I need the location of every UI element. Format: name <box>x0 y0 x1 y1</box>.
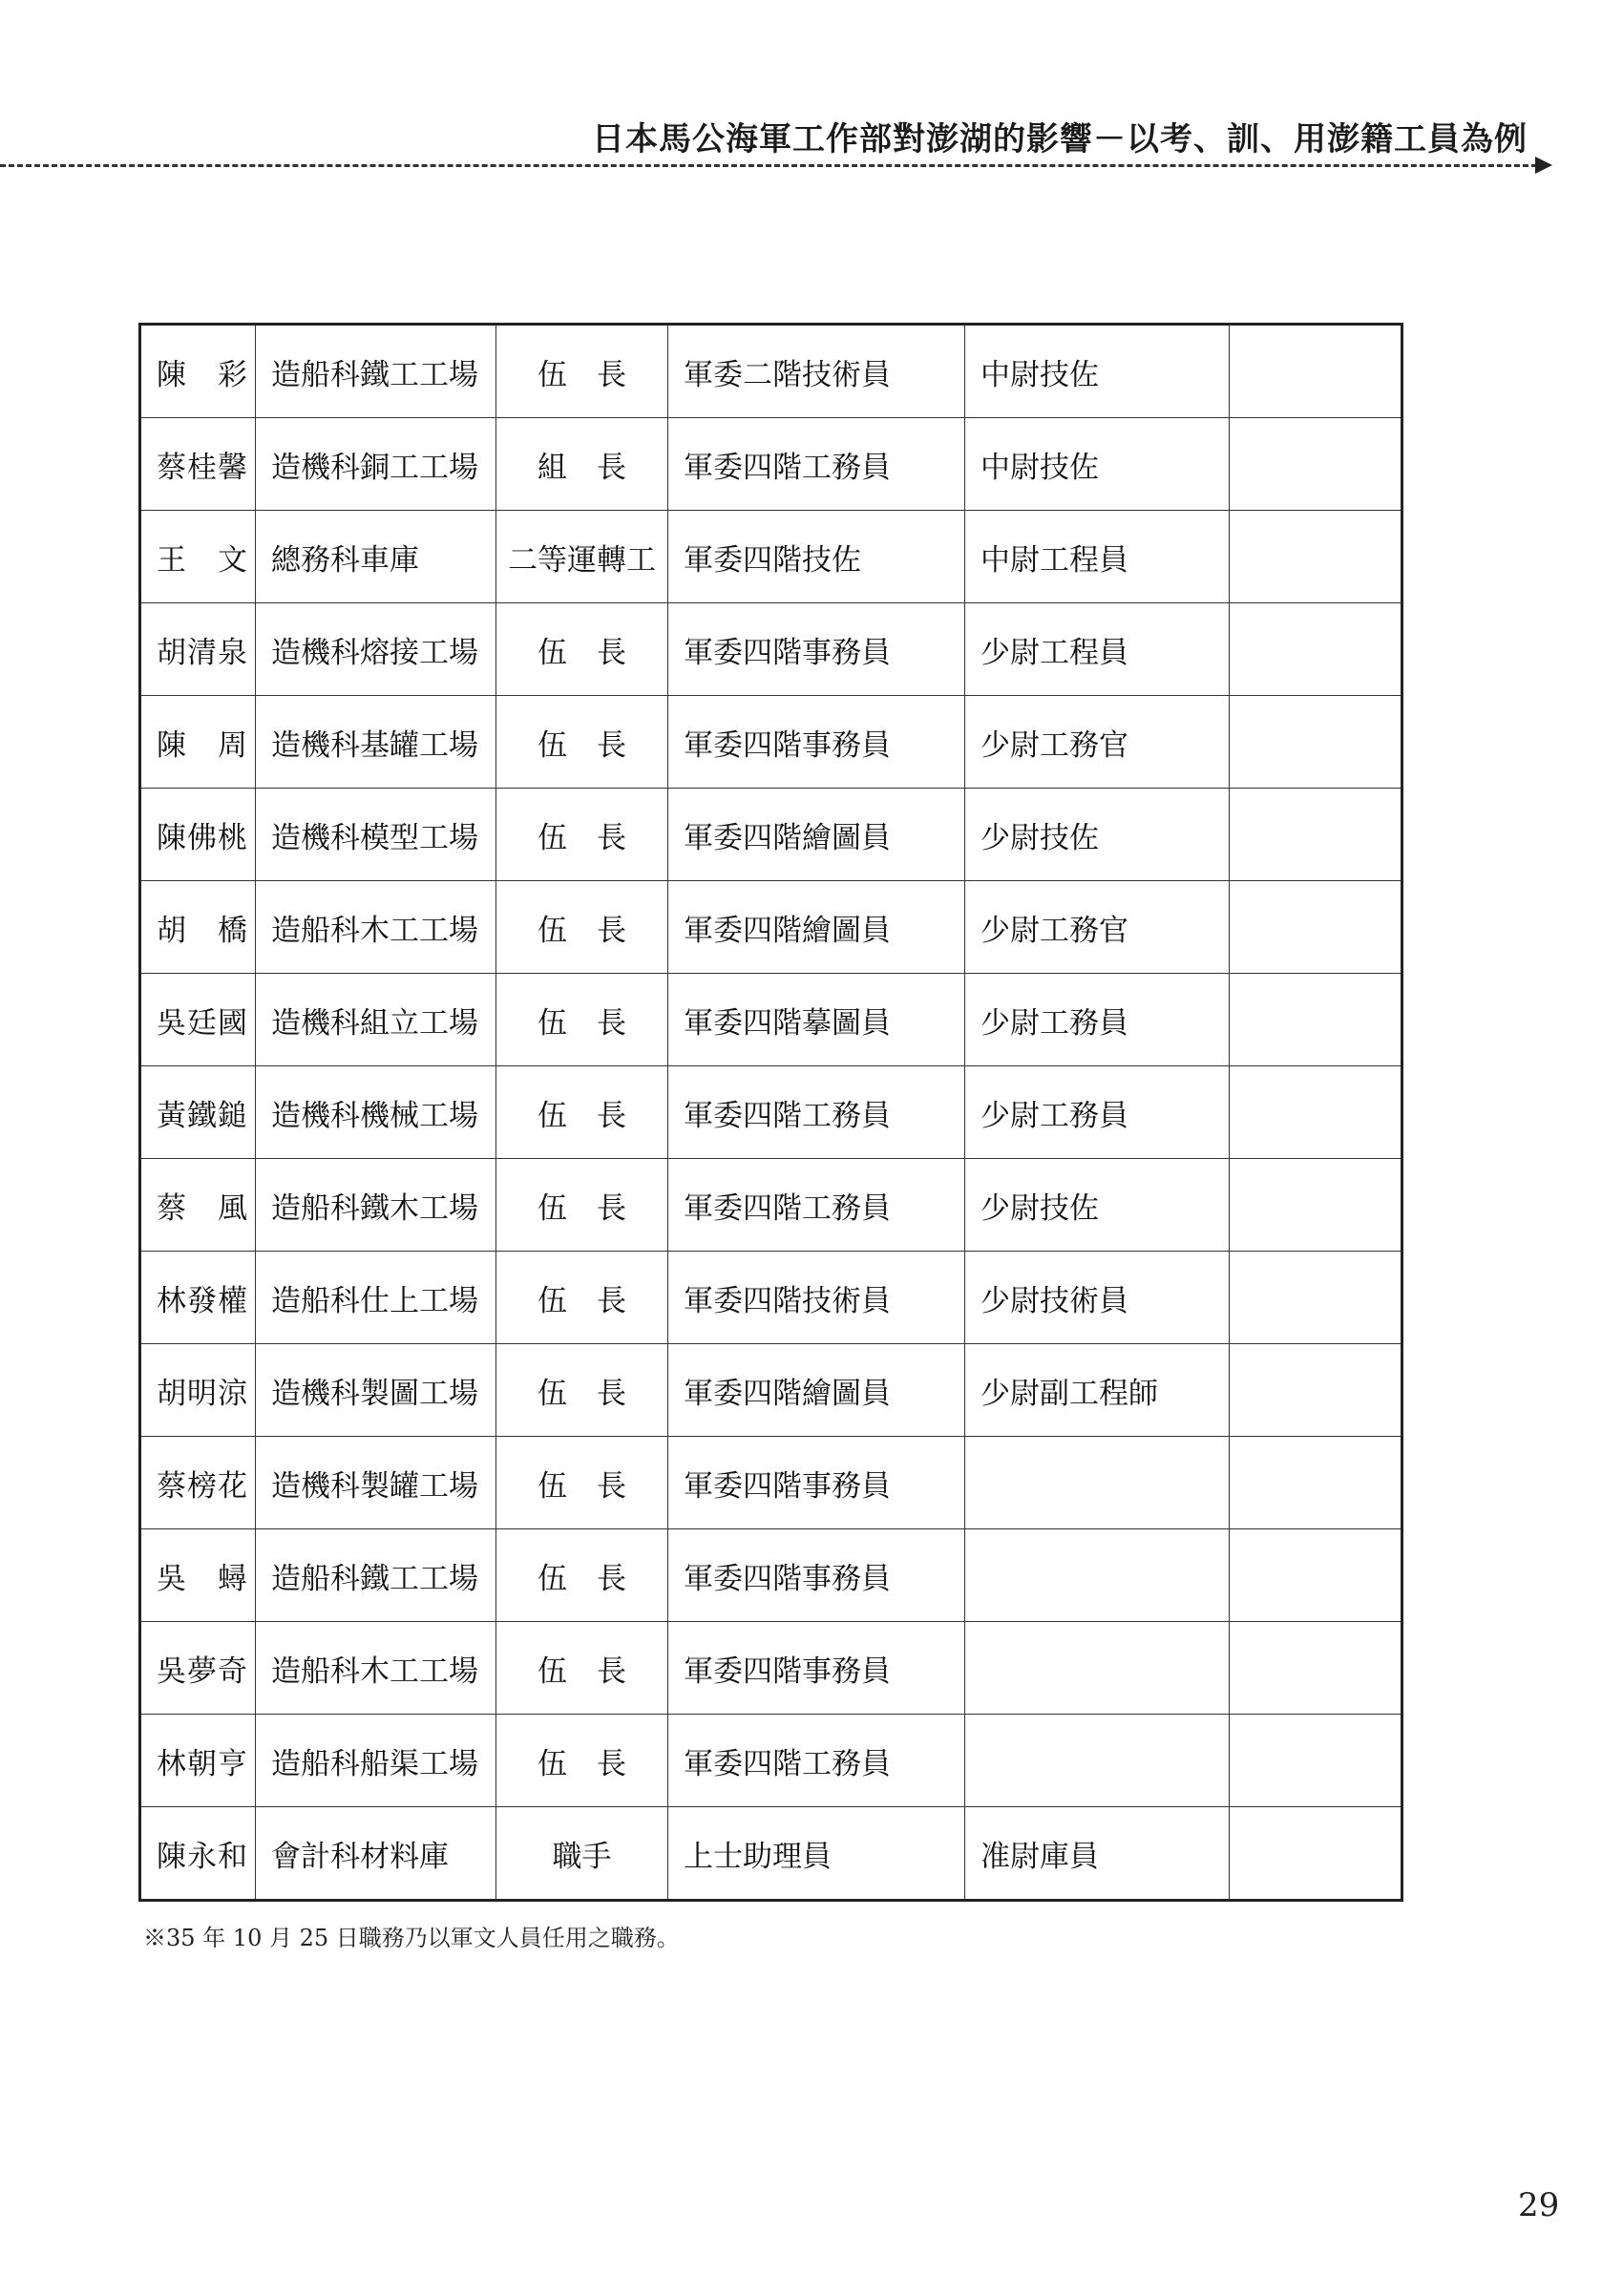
cell-department: 總務科車庫 <box>256 511 496 603</box>
cell-position-1946: 軍委四階工務員 <box>668 1066 965 1159</box>
cell-rank: 組 長 <box>496 418 668 511</box>
cell-position-1946: 軍委二階技術員 <box>668 325 965 418</box>
cell-position-later: 少尉工務員 <box>965 1066 1230 1159</box>
cell-department: 造機科組立工場 <box>256 974 496 1066</box>
table-row <box>140 1437 1402 1529</box>
cell-rank: 伍 長 <box>496 1529 668 1622</box>
cell-department: 造船科鐵木工場 <box>256 1159 496 1252</box>
cell-position-1946: 軍委四階事務員 <box>668 1437 965 1529</box>
cell-position-later <box>965 1437 1230 1529</box>
cell-position-later: 少尉工程員 <box>965 603 1230 696</box>
table-row <box>140 511 1402 603</box>
cell-rank: 伍 長 <box>496 1715 668 1807</box>
cell-department: 造船科鐵工工場 <box>256 1529 496 1622</box>
table-row <box>140 1159 1402 1252</box>
cell-department: 造船科鐵工工場 <box>256 325 496 418</box>
table-body <box>140 325 1402 1901</box>
cell-rank: 伍 長 <box>496 603 668 696</box>
cell-position-later: 少尉工務官 <box>965 881 1230 974</box>
cell-department: 造機科製罐工場 <box>256 1437 496 1529</box>
cell-name: 吳夢奇 <box>140 1622 256 1715</box>
cell-position-1946: 軍委四階工務員 <box>668 418 965 511</box>
cell-position-later: 准尉庫員 <box>965 1807 1230 1901</box>
cell-remarks <box>1230 696 1402 789</box>
cell-position-later: 中尉技佐 <box>965 418 1230 511</box>
cell-name: 胡清泉 <box>140 603 256 696</box>
cell-position-later: 少尉副工程師 <box>965 1344 1230 1437</box>
cell-department: 造船科木工工場 <box>256 881 496 974</box>
cell-department: 造船科船渠工場 <box>256 1715 496 1807</box>
cell-position-1946: 軍委四階事務員 <box>668 603 965 696</box>
cell-position-later: 中尉工程員 <box>965 511 1230 603</box>
cell-position-1946: 軍委四階繪圖員 <box>668 789 965 881</box>
cell-position-1946: 軍委四階技佐 <box>668 511 965 603</box>
cell-name: 蔡桂馨 <box>140 418 256 511</box>
cell-position-later <box>965 1715 1230 1807</box>
cell-position-later <box>965 1529 1230 1622</box>
cell-name: 林朝亨 <box>140 1715 256 1807</box>
cell-remarks <box>1230 1159 1402 1252</box>
cell-name: 陳永和 <box>140 1807 256 1901</box>
cell-position-1946: 軍委四階繪圖員 <box>668 881 965 974</box>
table-row <box>140 974 1402 1066</box>
cell-rank: 伍 長 <box>496 1252 668 1344</box>
cell-position-1946: 軍委四階事務員 <box>668 1622 965 1715</box>
arrow-right-icon <box>1535 157 1552 174</box>
cell-department: 造機科熔接工場 <box>256 603 496 696</box>
personnel-table <box>138 323 1403 1902</box>
running-title: 日本馬公海軍工作部對澎湖的影響－以考、訓、用澎籍工員為例 <box>592 120 1528 158</box>
table-row <box>140 1252 1402 1344</box>
cell-remarks <box>1230 1344 1402 1437</box>
cell-rank: 伍 長 <box>496 325 668 418</box>
cell-rank: 伍 長 <box>496 1344 668 1437</box>
cell-remarks <box>1230 881 1402 974</box>
cell-remarks <box>1230 603 1402 696</box>
cell-remarks <box>1230 789 1402 881</box>
table-row <box>140 1622 1402 1715</box>
table-row <box>140 1344 1402 1437</box>
cell-name: 王 文 <box>140 511 256 603</box>
cell-rank: 二等運轉工 <box>496 511 668 603</box>
cell-remarks <box>1230 1622 1402 1715</box>
cell-rank: 職手 <box>496 1807 668 1901</box>
cell-department: 造機科基罐工場 <box>256 696 496 789</box>
cell-name: 胡明涼 <box>140 1344 256 1437</box>
table-row <box>140 1066 1402 1159</box>
cell-position-later <box>965 1622 1230 1715</box>
cell-position-1946: 上士助理員 <box>668 1807 965 1901</box>
cell-department: 造機科機械工場 <box>256 1066 496 1159</box>
cell-name: 吳廷國 <box>140 974 256 1066</box>
cell-name: 陳 周 <box>140 696 256 789</box>
cell-rank: 伍 長 <box>496 974 668 1066</box>
cell-position-later: 少尉技術員 <box>965 1252 1230 1344</box>
cell-remarks <box>1230 974 1402 1066</box>
cell-rank: 伍 長 <box>496 1622 668 1715</box>
cell-remarks <box>1230 1066 1402 1159</box>
cell-remarks <box>1230 1715 1402 1807</box>
cell-remarks <box>1230 1807 1402 1901</box>
cell-remarks <box>1230 511 1402 603</box>
cell-name: 蔡榜花 <box>140 1437 256 1529</box>
cell-position-1946: 軍委四階工務員 <box>668 1715 965 1807</box>
cell-position-1946: 軍委四階工務員 <box>668 1159 965 1252</box>
cell-rank: 伍 長 <box>496 1159 668 1252</box>
cell-remarks <box>1230 1529 1402 1622</box>
table-row <box>140 325 1402 418</box>
cell-position-later: 少尉技佐 <box>965 1159 1230 1252</box>
cell-remarks <box>1230 1252 1402 1344</box>
cell-department: 造機科模型工場 <box>256 789 496 881</box>
cell-name: 林發權 <box>140 1252 256 1344</box>
cell-department: 造機科銅工工場 <box>256 418 496 511</box>
cell-department: 造船科仕上工場 <box>256 1252 496 1344</box>
table-row <box>140 1529 1402 1622</box>
page-number: 29 <box>1518 2186 1560 2224</box>
table-row <box>140 603 1402 696</box>
cell-name: 黃鐵鎚 <box>140 1066 256 1159</box>
cell-rank: 伍 長 <box>496 881 668 974</box>
table-row <box>140 1807 1402 1901</box>
table-row <box>140 418 1402 511</box>
cell-position-later: 少尉技佐 <box>965 789 1230 881</box>
cell-name: 吳 蟳 <box>140 1529 256 1622</box>
cell-department: 造船科木工工場 <box>256 1622 496 1715</box>
dashed-rule <box>0 164 1537 167</box>
cell-name: 陳 彩 <box>140 325 256 418</box>
table-row <box>140 696 1402 789</box>
cell-rank: 伍 長 <box>496 1066 668 1159</box>
cell-remarks <box>1230 1437 1402 1529</box>
table-row <box>140 881 1402 974</box>
cell-department: 造機科製圖工場 <box>256 1344 496 1437</box>
cell-position-1946: 軍委四階事務員 <box>668 1529 965 1622</box>
cell-position-1946: 軍委四階事務員 <box>668 696 965 789</box>
cell-position-later: 中尉技佐 <box>965 325 1230 418</box>
cell-name: 胡 橋 <box>140 881 256 974</box>
footnote: ※35 年 10 月 25 日職務乃以軍文人員任用之職務。 <box>143 1925 680 1951</box>
cell-position-later: 少尉工務員 <box>965 974 1230 1066</box>
table-row <box>140 1715 1402 1807</box>
cell-position-1946: 軍委四階繪圖員 <box>668 1344 965 1437</box>
cell-department: 會計科材料庫 <box>256 1807 496 1901</box>
cell-remarks <box>1230 325 1402 418</box>
table-row <box>140 789 1402 881</box>
cell-name: 陳佛桃 <box>140 789 256 881</box>
cell-position-1946: 軍委四階摹圖員 <box>668 974 965 1066</box>
cell-position-1946: 軍委四階技術員 <box>668 1252 965 1344</box>
cell-rank: 伍 長 <box>496 789 668 881</box>
cell-position-later: 少尉工務官 <box>965 696 1230 789</box>
cell-rank: 伍 長 <box>496 1437 668 1529</box>
cell-name: 蔡 風 <box>140 1159 256 1252</box>
cell-remarks <box>1230 418 1402 511</box>
cell-rank: 伍 長 <box>496 696 668 789</box>
